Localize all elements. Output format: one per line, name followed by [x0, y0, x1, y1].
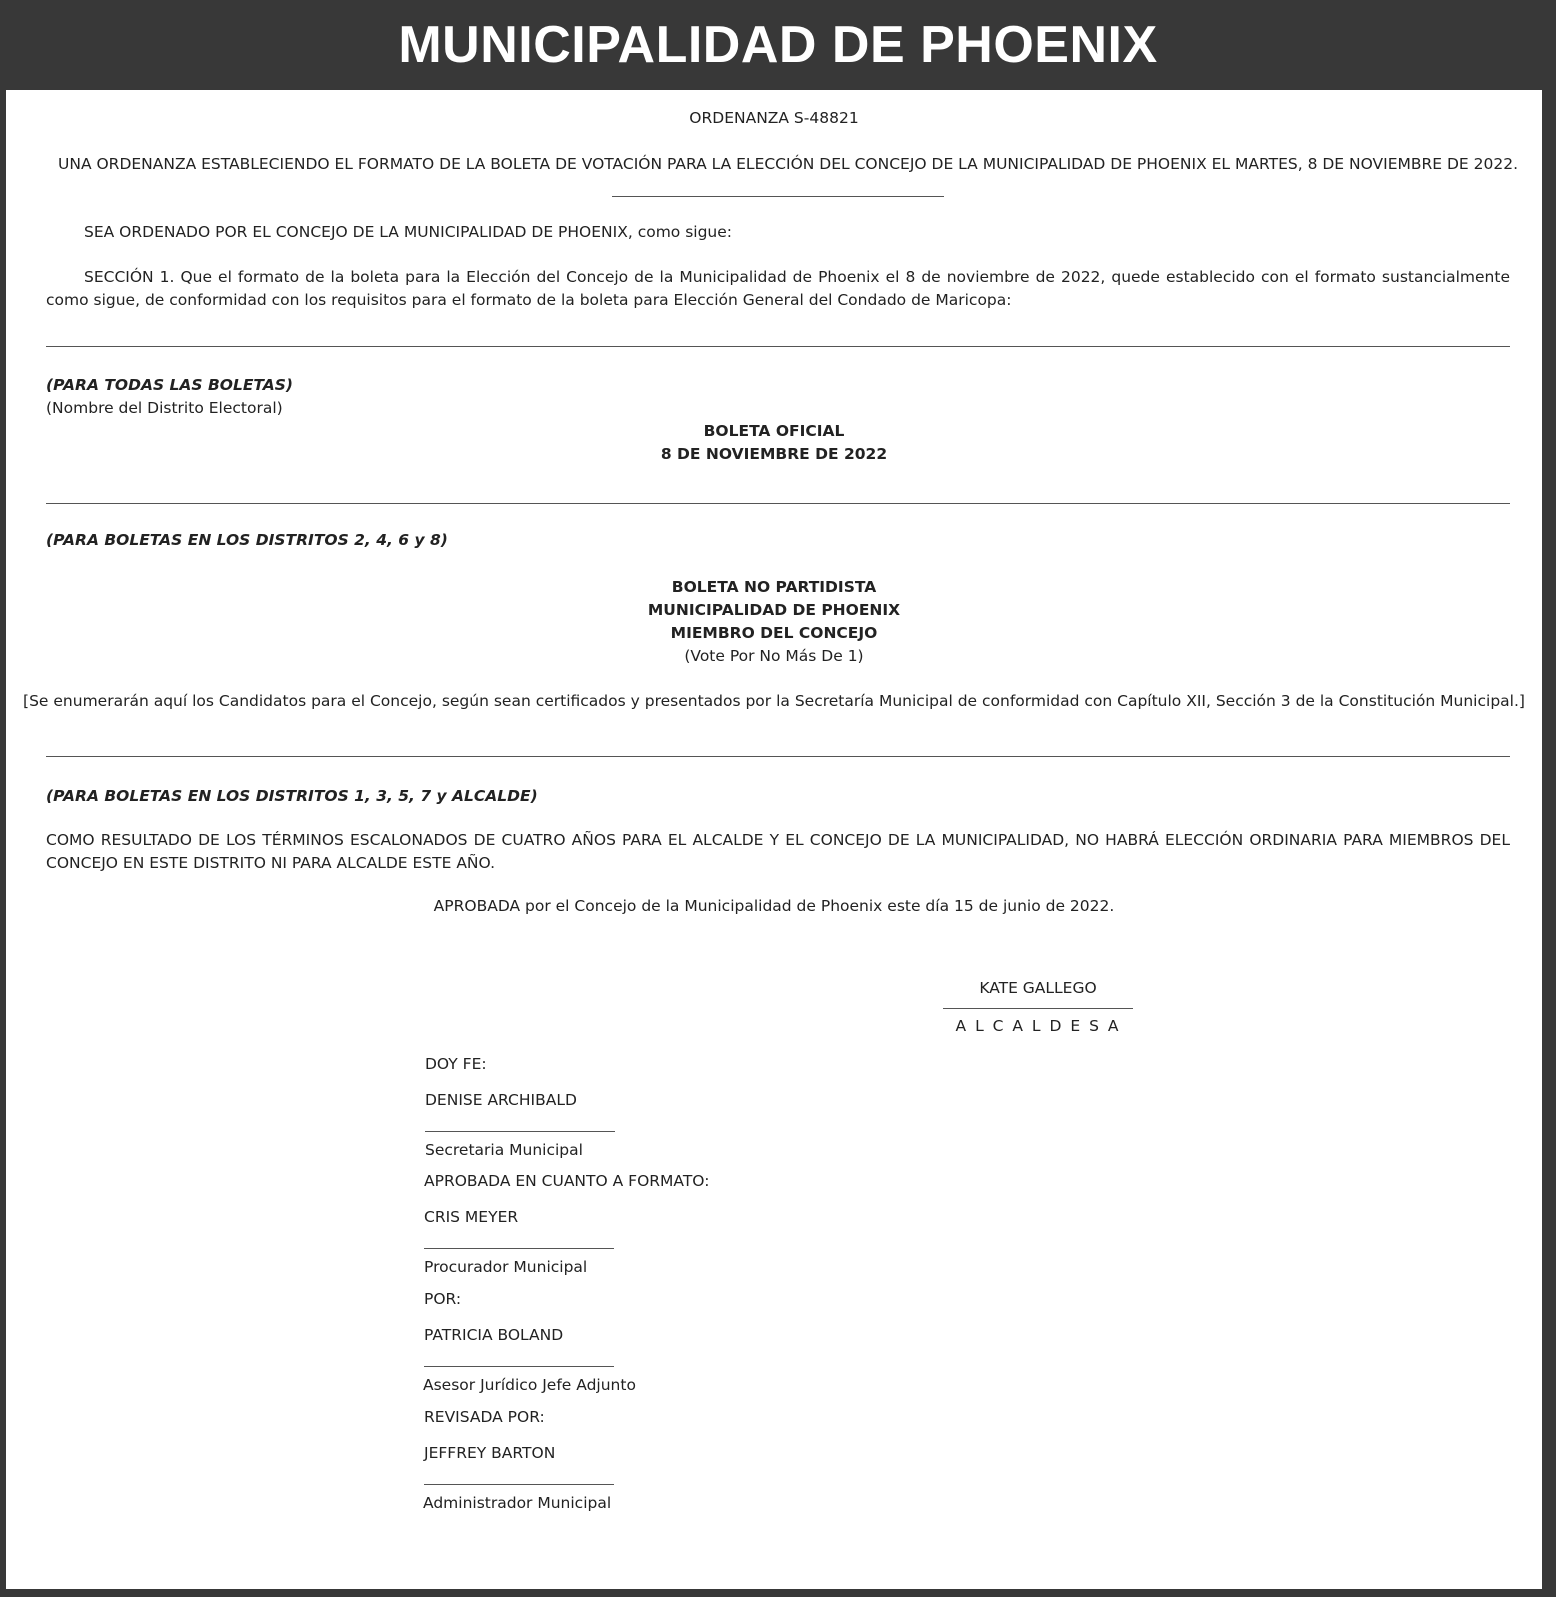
ordinance-number: ORDENANZA S-48821 — [689, 109, 859, 127]
election-date-label: 8 DE NOVIEMBRE DE 2022 — [660, 445, 888, 463]
official-ballot-label: BOLETA OFICIAL — [703, 422, 845, 440]
page-title: MUNICIPALIDAD DE PHOENIX — [398, 16, 1158, 74]
deputy-attorney-name: PATRICIA BOLAND — [424, 1326, 564, 1344]
signature-line — [425, 1131, 615, 1132]
divider — [46, 503, 1510, 504]
district-name-placeholder: (Nombre del Distrito Electoral) — [46, 399, 283, 417]
title-rule — [612, 196, 944, 197]
municipality-label: MUNICIPALIDAD DE PHOENIX — [647, 601, 901, 619]
even-districts-heading: (PARA BOLETAS EN LOS DISTRITOS 2, 4, 6 y 8) — [46, 531, 448, 549]
section-1-text: SECCIÓN 1. Que el formato de la boleta para la Elección del Concejo de la Municipalidad de Phoenix el 8 de noviembre de 2022, quede establecido con el formato sustancialmente como sigue, de conformidad con los requisitos para el formato de la boleta para Elección General del Condado de Maricopa: — [46, 268, 1510, 309]
signature-line — [424, 1366, 614, 1367]
reviewed-by-label: REVISADA POR: — [424, 1408, 545, 1426]
enacting-clause: SEA ORDENADO POR EL CONCEJO DE LA MUNICIPALIDAD DE PHOENIX, como sigue: — [84, 223, 733, 241]
deputy-attorney-role: Asesor Jurídico Jefe Adjunto — [423, 1376, 636, 1394]
clerk-name: DENISE ARCHIBALD — [425, 1091, 577, 1109]
approval-statement: APROBADA por el Concejo de la Municipalidad de Phoenix este día 15 de junio de 2022. — [433, 897, 1115, 915]
signature-line — [943, 1008, 1133, 1009]
candidates-note: [Se enumerarán aquí los Candidatos para el Concejo, según sean certificados y presentados por la Secretaría Municipal de conformidad con Capítulo XII, Sección 3 de la Constitución Municipal.] — [23, 692, 1525, 710]
divider — [46, 756, 1510, 757]
mayor-name: KATE GALLEGO — [979, 979, 1097, 997]
signature-line — [424, 1484, 614, 1485]
vote-instruction: (Vote Por No Más De 1) — [684, 647, 864, 665]
clerk-role: Secretaria Municipal — [425, 1141, 583, 1159]
nonpartisan-ballot-label: BOLETA NO PARTIDISTA — [671, 578, 877, 596]
attorney-name: CRIS MEYER — [424, 1208, 519, 1226]
manager-name: JEFFREY BARTON — [424, 1444, 556, 1462]
document-page — [6, 90, 1542, 1589]
odd-districts-text: COMO RESULTADO DE LOS TÉRMINOS ESCALONADOS DE CUATRO AÑOS PARA EL ALCALDE Y EL CONCEJO DE LA MUNICIPALIDAD, NO HABRÁ ELECCIÓN ORDINARIA PARA MIEMBROS DEL CONCEJO EN ESTE DISTRITO NI PARA ALCALDE ESTE AÑO. — [46, 831, 1510, 872]
form-approval-label: APROBADA EN CUANTO A FORMATO: — [424, 1172, 710, 1190]
divider — [46, 346, 1510, 347]
header-bar — [0, 0, 1556, 90]
manager-role: Administrador Municipal — [423, 1494, 612, 1512]
council-member-label: MIEMBRO DEL CONCEJO — [670, 624, 878, 642]
signature-line — [424, 1248, 614, 1249]
attest-label: DOY FE: — [425, 1055, 487, 1073]
odd-districts-heading: (PARA BOLETAS EN LOS DISTRITOS 1, 3, 5, 7 y ALCALDE) — [46, 787, 538, 805]
all-ballots-heading: (PARA TODAS LAS BOLETAS) — [46, 376, 294, 394]
ordinance-summary: UNA ORDENANZA ESTABLECIENDO EL FORMATO DE LA BOLETA DE VOTACIÓN PARA LA ELECCIÓN DEL CONCEJO DE LA MUNICIPALIDAD DE PHOENIX EL MARTES, 8 DE NOVIEMBRE DE 2022. — [58, 155, 1519, 173]
attorney-role: Procurador Municipal — [424, 1258, 588, 1276]
mayor-title: A L C A L D E S A — [955, 1017, 1121, 1035]
by-label: POR: — [424, 1290, 462, 1308]
